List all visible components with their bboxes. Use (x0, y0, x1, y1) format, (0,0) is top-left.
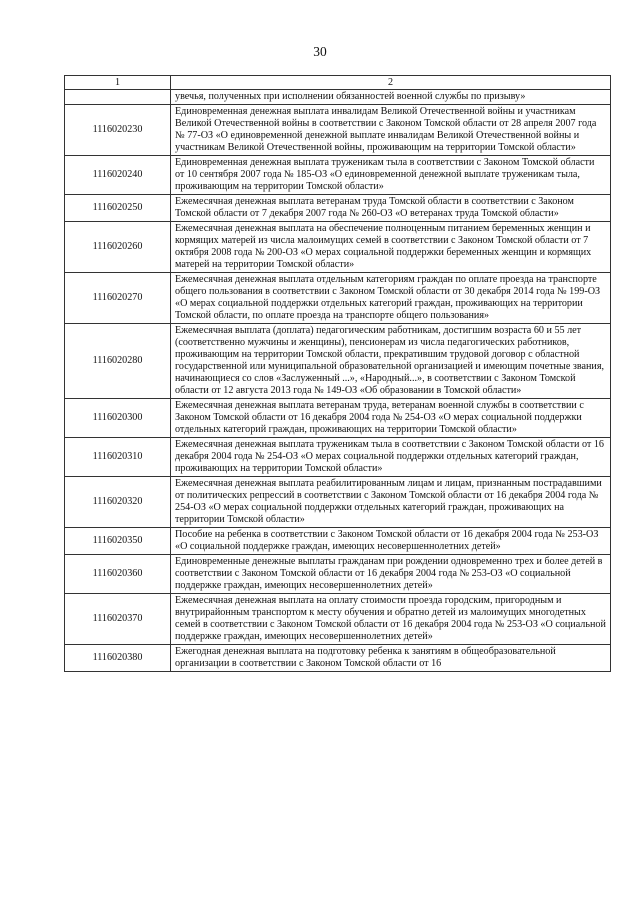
code-cell: 1116020370 (65, 594, 171, 645)
code-cell: 1116020270 (65, 273, 171, 324)
description-cell: Пособие на ребенка в соответствии с Законом Томской области от 16 декабря 2004 года № 253-ОЗ «О социальной поддержке граждан, имеющих несовершеннолетних детей» (171, 528, 611, 555)
table-row-continuation (65, 90, 611, 105)
code-cell: 1116020320 (65, 477, 171, 528)
description-cell: Ежемесячная денежная выплата на оплату стоимости проезда городским, пригородным и внутрирайонным транспортом к месту обучения и обратно детей из малоимущих многодетных семей в соответствии с Законом Томской области от 16 декабря 2004 года № 253-ОЗ «О социальной поддержке граждан, имеющих несовершеннолетних детей» (171, 594, 611, 645)
code-cell: 1116020240 (65, 156, 171, 195)
code-cell: 1116020380 (65, 645, 171, 672)
budget-codes-table (64, 75, 611, 672)
description-cell: Единовременная денежная выплата инвалидам Великой Отечественной войны и участникам Великой Отечественной войны в соответствии с Законом Томской области от 28 апреля 2007 года № 77-ОЗ «О единовременной денежной выплате инвалидам Великой Отечественной войны и участникам Великой Отечественной войны, проживающим на территории Томской области» (171, 105, 611, 156)
table-row (65, 222, 611, 273)
table-header-row (65, 76, 611, 90)
description-cell: Ежемесячная денежная выплата труженикам тыла в соответствии с Законом Томской области от 16 декабря 2004 года № 254-ОЗ «О мерах социальной поддержки отдельных категорий граждан, проживающих на территории Томской области» (171, 438, 611, 477)
table-row (65, 645, 611, 672)
code-cell: 1116020300 (65, 399, 171, 438)
code-cell: 1116020250 (65, 195, 171, 222)
code-cell: 1116020350 (65, 528, 171, 555)
page-number: 30 (313, 44, 327, 59)
description-cell: Ежемесячная денежная выплата отдельным категориям граждан по оплате проезда на транспорте общего пользования в соответствии с Законом Томской области от 30 декабря 2014 года № 199-ОЗ «О мерах социальной поддержки отдельных категорий граждан, проживающих на территории Томской области, по оплате проезда на транспорте общего пользования» (171, 273, 611, 324)
table-row (65, 477, 611, 528)
description-cell: Единовременная денежная выплата труженикам тыла в соответствии с Законом Томской области от 10 сентября 2007 года № 185-ОЗ «О единовременной денежной выплате труженикам тыла, проживающим на территории Томской области» (171, 156, 611, 195)
column-header-2: 2 (171, 76, 611, 90)
table-row (65, 555, 611, 594)
table-row (65, 399, 611, 438)
table-row (65, 273, 611, 324)
code-cell-empty (65, 90, 171, 105)
description-cell: увечья, полученных при исполнении обязанностей военной службы по призыву» (171, 90, 611, 105)
code-cell: 1116020360 (65, 555, 171, 594)
description-cell: Ежемесячная денежная выплата ветеранам труда, ветеранам военной службы в соответствии с Законом Томской области от 16 декабря 2004 года № 254-ОЗ «О мерах социальной поддержки отдельных категорий граждан, проживающих на территории Томской области» (171, 399, 611, 438)
table-row (65, 105, 611, 156)
description-cell: Ежемесячная денежная выплата ветеранам труда Томской области в соответствии с Законом Томской области от 7 декабря 2007 года № 260-ОЗ «О ветеранах труда Томской области» (171, 195, 611, 222)
code-cell: 1116020310 (65, 438, 171, 477)
code-cell: 1116020280 (65, 324, 171, 399)
description-cell: Ежемесячная выплата (доплата) педагогическим работникам, достигшим возраста 60 и 55 лет (соответственно мужчины и женщины), пенсионерам из числа педагогических работников, проживающим на территории Томской области, прекратившим трудовой договор с областной государственной или муниципальной образовательной организацией и имеющим почетные звания, начинающиеся со слов «Заслуженный ...», «Народный...», в соответствии с Законом Томской области от 12 августа 2013 года № 149-ОЗ «Об образовании в Томской области» (171, 324, 611, 399)
column-header-1: 1 (65, 76, 171, 90)
table-row (65, 528, 611, 555)
description-cell: Ежемесячная денежная выплата реабилитированным лицам и лицам, признанным пострадавшими от политических репрессий в соответствии с Законом Томской области от 16 декабря 2004 года № 254-ОЗ «О мерах социальной поддержки отдельных категорий граждан, проживающих на территории Томской области» (171, 477, 611, 528)
code-cell: 1116020230 (65, 105, 171, 156)
code-cell: 1116020260 (65, 222, 171, 273)
table-row (65, 156, 611, 195)
description-cell: Ежемесячная денежная выплата на обеспечение полноценным питанием беременных женщин и кормящих матерей из числа малоимущих семей в соответствии с Законом Томской области от 7 октября 2008 года № 200-ОЗ «О мерах социальной поддержки беременных женщин и кормящих матерей на территории Томской области» (171, 222, 611, 273)
table-row (65, 195, 611, 222)
table-row (65, 594, 611, 645)
table-row (65, 324, 611, 399)
description-cell: Единовременные денежные выплаты гражданам при рождении одновременно трех и более детей в соответствии с Законом Томской области от 16 декабря 2004 года № 253-ОЗ «О социальной поддержке граждан, имеющих несовершеннолетних детей» (171, 555, 611, 594)
table-row (65, 438, 611, 477)
description-cell: Ежегодная денежная выплата на подготовку ребенка к занятиям в общеобразовательной организации в соответствии с Законом Томской области от 16 (171, 645, 611, 672)
